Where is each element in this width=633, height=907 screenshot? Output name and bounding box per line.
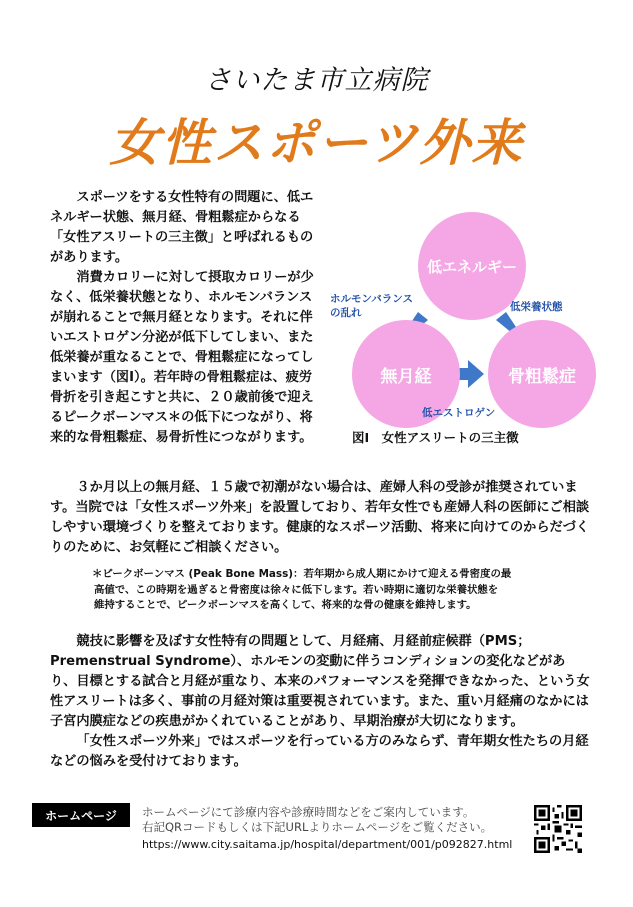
hospital-name: さいたま市立病院 (204, 65, 429, 96)
footer (32, 797, 602, 857)
consultation-paragraph: ３か月以上の無月経、１５歳で初潮がない場合は、産婦人科の受診が推奨されています。当院では「女性スポーツ外来」を設置しており、若年女性でも産婦人科の医師にご相談しやすい環境づくりを整えております。健康的なスポーツ活動、将来に向けてのからだづくりのために、お気軽にご相談ください。 (50, 480, 590, 555)
menstrual-section (50, 632, 590, 772)
homepage-tag: ホームページ (32, 803, 130, 827)
footer-line: ホームページにて診療内容や診療時間などをご案内しています。 (142, 805, 475, 819)
service-paragraph: 「女性スポーツ外来」ではスポーツを行っている方のみならず、青年期女性たちの月経などの悩みを受付けております。 (50, 734, 589, 769)
footnote-line: 高値で、この時期を過ぎると骨密度は徐々に低下します。若い時期に適切な栄養状態を (94, 583, 499, 596)
intro-paragraph: スポーツをする女性特有の問題に、低エネルギー状態、無月経、骨粗鬆症からなる「女性アスリートの三主徴」と呼ばれるものがあります。 (50, 190, 314, 265)
hormone-label-line2: の乱れ (330, 307, 362, 319)
estrogen-label: 低エストロゲン (422, 407, 496, 419)
cause-paragraph: 消費カロリーに対して摂取カロリーが少なく、低栄養状態となり、ホルモンバランスが崩れることで無月経となります。それに伴いエストロゲン分泌が低下してしまい、また低栄養が重なることで、骨粗鬆症になってしまいます（図Ⅰ）。若年時の骨粗鬆症は、疲労骨折を引き起こすと共に、２０歳前後で迎えるピークボーンマス＊の低下につながり、将来的な骨粗鬆症、易骨折性につながります。 (50, 270, 314, 445)
intro-section (50, 188, 318, 448)
footnote (92, 567, 582, 614)
menstrual-paragraph: 競技に影響を及ぼす女性特有の問題として、月経痛、月経前症候群（PMS；Premenstrual Syndrome）、ホルモンの変動に伴うコンディションの変化などがあり、目標とする試合と月経が重なり、本来のパフォーマンスを発揮できなかった、という女性アスリートは多く、事前の月経対策は重要視されています。また、重い月経痛のなかには子宮内膜症などの疾患がかくれていることがあり、早期治療が大切になります。 (50, 634, 590, 729)
qr-code-icon[interactable] (534, 805, 582, 853)
footnote-line: 維持することで、ピークボーンマスを高くして、将来的な骨の健康を維持します。 (94, 599, 477, 611)
triad-diagram (318, 200, 608, 460)
amenorrhea-circle: 無月経 (352, 320, 460, 428)
figure-caption: 図Ⅰ 女性アスリートの三主徴 (352, 430, 519, 445)
osteoporosis-circle: 骨粗鬆症 (488, 320, 596, 428)
footnote-line: ＊ピークボーンマス (Peak Bone Mass)：若年期から成人期にかけて迎える骨密度の最 (92, 568, 512, 580)
nutrition-label: 低栄養状態 (510, 301, 563, 313)
page-title: 女性スポーツ外来 (109, 114, 524, 172)
hormone-label (330, 292, 440, 320)
low-energy-circle: 低エネルギー (418, 212, 526, 320)
homepage-url-link[interactable]: https://www.city.saitama.jp/hospital/department/001/p092827.html (142, 838, 513, 851)
hormone-label-line1: ホルモンバランス (330, 293, 413, 305)
footer-info (142, 805, 492, 835)
footer-line: 右記QRコードもしくは下記URLよりホームページをご覧ください。 (142, 820, 493, 834)
